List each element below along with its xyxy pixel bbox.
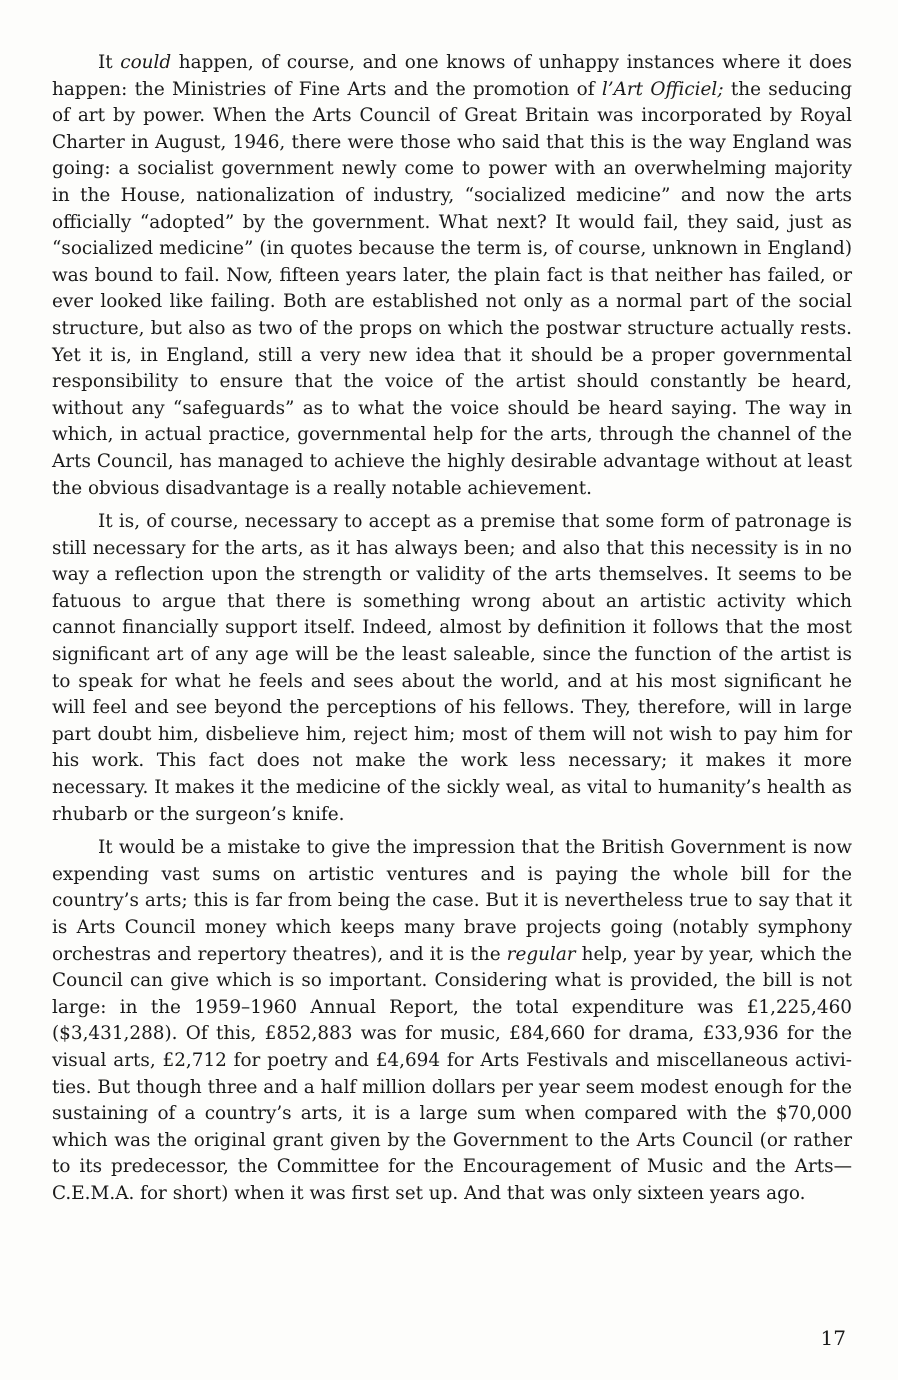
- italic-text: could: [120, 52, 172, 73]
- paragraph-3: [52, 835, 852, 1207]
- text-run: happen, of course, and one knows of unhappy instances where it does happen: the Ministries of Fine Arts and the promotion of: [52, 52, 852, 100]
- paragraph-2: [52, 509, 852, 828]
- italic-text: regular: [506, 943, 576, 965]
- text-run: It is, of course, necessary to accept as a premise that some form of patronage is still necessary for the arts, as it has always been; and also that this necessity is in no way a reflection upon the strength or validity of the arts themselves. It seems to be fatuous to argue that there is something wrong about an artistic activity which cannot financially support itself. Indeed, almost by definition it follows that the most significant art of any age will be the least saleable, since the function of the artist is to speak for what he feels and sees about the world, and at his most significant he will feel and see beyond the perceptions of his fellows. They, therefore, will in large part doubt him, disbelieve him, reject him; most of them will not wish to pay him for his work. This fact does not make the work less necessary; it makes it more necessary. It makes it the medicine of the sickly weal, as vital to humanity’s health as rhubarb or the surgeon’s knife.: [52, 511, 852, 825]
- body-text: [52, 50, 852, 1215]
- italic-text: l’Art Officiel;: [601, 78, 724, 100]
- text-run: help, year by year, which the Council can give which is so important. Considering what is provided, the bill is not large: in the 1959–1960 Annual Report, the total expenditure was £1,225,460 ($3,431,288). Of this, £852,883 was for music, £84,660 for drama, £33,936 for the visual arts, £2,712 for poetry and £4,694 for Arts Festivals and miscellaneous activities. But though three and a half million dollars per year seem modest enough for the sustaining of a country’s arts, it is a large sum when compared with the $70,000 which was the original grant given by the Government to the Arts Council (or rather to its predecessor, the Committee for the Encouragement of Music and the Arts—C.E.M.A. for short) when it was first set up. And that was only sixteen years ago.: [52, 943, 852, 1204]
- paragraph-1: [52, 50, 852, 502]
- text-run: It would be a mistake to give the impression that the British Government is now expending vast sums on artistic ventures and is paying the whole bill for the country’s arts; this is far from being the case. But it is nevertheless true to say that it is Arts Council money which keeps many brave projects going (notably symphony orchestras and repertory theatres), and it is the: [52, 837, 852, 965]
- text-run: the seducing of art by power. When the Arts Council of Great Britain was incorporated by Royal Charter in August, 1946, there were those who said that this is the way England was going: a socialist government newly come to power with an overwhelming majority in the House, nationalization of industry, “socialized medicine” and now the arts officially “adopted” by the government. What next? It would fail, they said, just as “socialized medicine” (in quotes because the term is, of course, unknown in England) was bound to fail. Now, fifteen years later, the plain fact is that neither has failed, or ever looked like failing. Both are established not only as a normal part of the social structure, but also as two of the props on which the postwar structure actually rests. Yet it is, in England, still a very new idea that it should be a proper governmental responsibility to ensure that the voice of the artist should constantly be heard, without any “safeguards” as to what the voice should be heard saying. The way in which, in actual practice, governmental help for the arts, through the channel of the Arts Council, has managed to achieve the highly desirable advantage without at least the obvious disadvantage is a really notable achievement.: [52, 78, 852, 499]
- text-run: It: [98, 52, 121, 73]
- page-number: 17: [820, 1326, 846, 1350]
